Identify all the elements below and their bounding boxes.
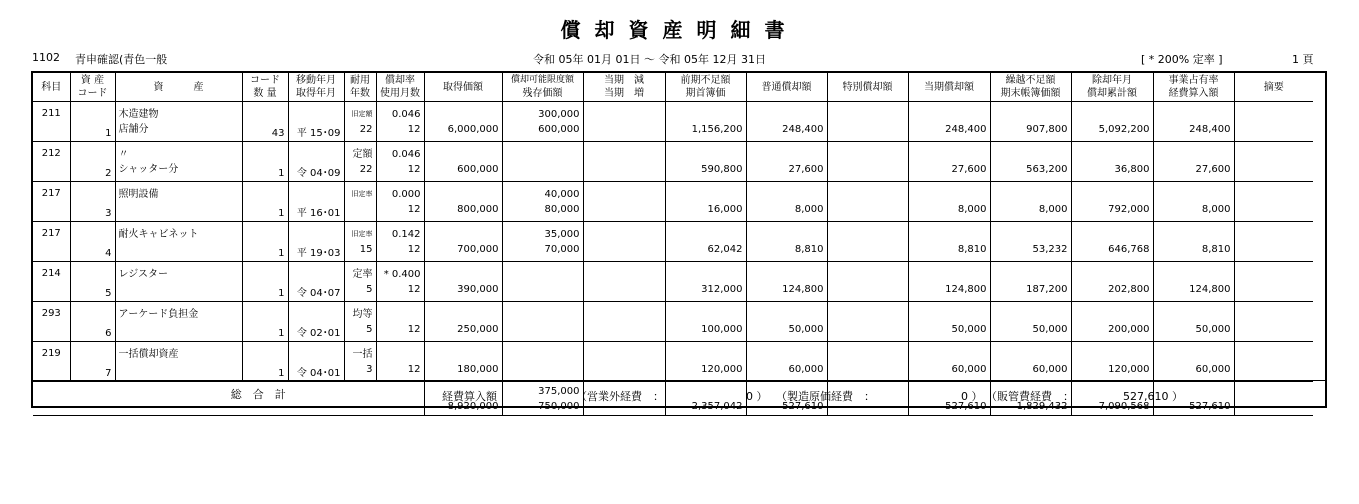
expense-cell: 248,400 <box>1153 102 1234 142</box>
expense-cell: 8,810 <box>1153 222 1234 262</box>
col-cost: 取得価額 <box>424 73 502 102</box>
depreciation-table <box>33 73 1313 416</box>
table-row <box>33 222 1313 262</box>
qty-cell: 1 <box>242 142 288 182</box>
asset-no-cell: 3 <box>70 182 115 222</box>
cost-cell: 600,000 <box>424 142 502 182</box>
accum-cell: 120,000 <box>1071 342 1153 382</box>
asset-no-cell: 1 <box>70 102 115 142</box>
table-row <box>33 342 1313 382</box>
change-cell <box>583 302 665 342</box>
rate-cell: 12 <box>376 342 424 382</box>
change-cell <box>583 182 665 222</box>
rate-note: [ * 200% 定率 ] <box>1141 53 1223 66</box>
total-normal: 527,610 <box>746 382 827 416</box>
limit-cell <box>502 262 583 302</box>
special-cell <box>827 262 908 302</box>
asset-name-cell: 照明設備 <box>115 182 242 222</box>
expense-cell: 60,000 <box>1153 342 1234 382</box>
memo-cell <box>1234 102 1313 142</box>
normal-cell: 50,000 <box>746 302 827 342</box>
asset-no-cell: 4 <box>70 222 115 262</box>
col-removal: 除却年月 償却累計額 <box>1071 73 1153 102</box>
rate-cell: 12 <box>376 302 424 342</box>
cost-cell: 390,000 <box>424 262 502 302</box>
account-cell: 211 <box>33 102 70 142</box>
life-cell: 定率 5 <box>344 262 376 302</box>
prior-cell: 120,000 <box>665 342 746 382</box>
limit-cell: 35,000 70,000 <box>502 222 583 262</box>
table-row <box>33 102 1313 142</box>
sga-label: （販管費経費 ： <box>986 390 1074 403</box>
current-cell: 60,000 <box>908 342 990 382</box>
memo-cell <box>1234 262 1313 302</box>
qty-cell: 1 <box>242 342 288 382</box>
qty-cell: 1 <box>242 222 288 262</box>
total-limit: 375,000 750,000 <box>502 382 583 416</box>
account-cell: 293 <box>33 302 70 342</box>
report-code: 1102 <box>32 51 60 64</box>
current-cell: 50,000 <box>908 302 990 342</box>
rate-cell: 0.142 12 <box>376 222 424 262</box>
normal-cell: 8,810 <box>746 222 827 262</box>
page-title: 償却資産明細書 <box>560 18 799 42</box>
col-change: 当期 減 当期 増 <box>583 73 665 102</box>
sga-value: 527,610 ） <box>1123 390 1183 403</box>
asset-no-cell: 5 <box>70 262 115 302</box>
cost-cell: 180,000 <box>424 342 502 382</box>
period: 令和 05年 01月 01日 〜 令和 05年 12月 31日 <box>533 53 766 66</box>
limit-cell <box>502 142 583 182</box>
prior-cell: 100,000 <box>665 302 746 342</box>
totals-label: 総 合 計 <box>230 387 286 401</box>
acquired-date-cell: 平 19･03 <box>288 222 344 262</box>
special-cell <box>827 302 908 342</box>
table-row <box>33 262 1313 302</box>
acquired-date-cell: 令 04･09 <box>288 142 344 182</box>
limit-cell: 40,000 80,000 <box>502 182 583 222</box>
company-name: 青申確認(青色一般 <box>75 53 168 66</box>
limit-cell <box>502 342 583 382</box>
memo-cell <box>1234 342 1313 382</box>
total-cost: 8,920,000 <box>424 382 502 416</box>
acquired-date-cell: 令 02･01 <box>288 302 344 342</box>
prior-cell: 16,000 <box>665 182 746 222</box>
col-dates: 移動年月 取得年月 <box>288 73 344 102</box>
col-normal: 普通償却額 <box>746 73 827 102</box>
col-asset: 資 産 <box>115 73 242 102</box>
footer-label: 経費算入額 <box>442 390 497 403</box>
expense-footer <box>33 380 1325 409</box>
normal-cell: 124,800 <box>746 262 827 302</box>
prior-cell: 1,156,200 <box>665 102 746 142</box>
current-cell: 8,810 <box>908 222 990 262</box>
cost-cell: 250,000 <box>424 302 502 342</box>
current-cell: 124,800 <box>908 262 990 302</box>
life-cell: 均等 5 <box>344 302 376 342</box>
col-special: 特別償却額 <box>827 73 908 102</box>
account-cell: 214 <box>33 262 70 302</box>
asset-name-cell: 〃 シャッター分 <box>115 142 242 182</box>
normal-cell: 8,000 <box>746 182 827 222</box>
special-cell <box>827 182 908 222</box>
accum-cell: 36,800 <box>1071 142 1153 182</box>
current-cell: 8,000 <box>908 182 990 222</box>
book-cell: 187,200 <box>990 262 1071 302</box>
life-cell: 旧定率 15 <box>344 222 376 262</box>
prior-cell: 62,042 <box>665 222 746 262</box>
memo-cell <box>1234 302 1313 342</box>
life-cell: 旧定率 <box>344 182 376 222</box>
asset-no-cell: 7 <box>70 342 115 382</box>
col-memo: 摘要 <box>1234 73 1313 102</box>
accum-cell: 646,768 <box>1071 222 1153 262</box>
change-cell <box>583 142 665 182</box>
current-cell: 248,400 <box>908 102 990 142</box>
total-current: 527,610 <box>908 382 990 416</box>
book-cell: 60,000 <box>990 342 1071 382</box>
col-limit: 償却可能限度額 残存価額 <box>502 73 583 102</box>
asset-name-cell: レジスター <box>115 262 242 302</box>
rate-cell: 0.046 12 <box>376 142 424 182</box>
accum-cell: 5,092,200 <box>1071 102 1153 142</box>
memo-cell <box>1234 182 1313 222</box>
acquired-date-cell: 令 04･01 <box>288 342 344 382</box>
table-row <box>33 302 1313 342</box>
non-operating-label: （営業外経費 ： <box>576 390 664 403</box>
life-cell: 旧定額 22 <box>344 102 376 142</box>
change-cell <box>583 262 665 302</box>
change-cell <box>583 222 665 262</box>
special-cell <box>827 102 908 142</box>
change-cell <box>583 102 665 142</box>
book-cell: 8,000 <box>990 182 1071 222</box>
memo-cell <box>1234 142 1313 182</box>
acquired-date-cell: 平 15･09 <box>288 102 344 142</box>
current-cell: 27,600 <box>908 142 990 182</box>
acquired-date-cell: 令 04･07 <box>288 262 344 302</box>
qty-cell: 43 <box>242 102 288 142</box>
account-cell: 217 <box>33 182 70 222</box>
acquired-date-cell: 平 16･01 <box>288 182 344 222</box>
non-operating-value: 0 ） <box>746 390 768 403</box>
asset-no-cell: 6 <box>70 302 115 342</box>
limit-cell <box>502 302 583 342</box>
depreciation-table-frame <box>31 71 1327 412</box>
accum-cell: 202,800 <box>1071 262 1153 302</box>
col-qty: コード 数 量 <box>242 73 288 102</box>
life-cell: 定額 22 <box>344 142 376 182</box>
asset-name-cell: 一括償却資産 <box>115 342 242 382</box>
normal-cell: 27,600 <box>746 142 827 182</box>
asset-name-cell: 木造建物 店舗分 <box>115 102 242 142</box>
rate-cell: 0.046 12 <box>376 102 424 142</box>
table-row <box>33 182 1313 222</box>
prior-cell: 590,800 <box>665 142 746 182</box>
manufacturing-label: （製造原価経費 ： <box>776 390 875 403</box>
life-cell: 一括 3 <box>344 342 376 382</box>
rate-cell: 0.000 12 <box>376 182 424 222</box>
manufacturing-value: 0 ） <box>961 390 983 403</box>
asset-no-cell: 2 <box>70 142 115 182</box>
accum-cell: 792,000 <box>1071 182 1153 222</box>
col-carry: 繰越不足額 期末帳簿価額 <box>990 73 1071 102</box>
special-cell <box>827 222 908 262</box>
qty-cell: 1 <box>242 262 288 302</box>
account-cell: 212 <box>33 142 70 182</box>
normal-cell: 248,400 <box>746 102 827 142</box>
cost-cell: 800,000 <box>424 182 502 222</box>
table-row <box>33 142 1313 182</box>
expense-cell: 124,800 <box>1153 262 1234 302</box>
normal-cell: 60,000 <box>746 342 827 382</box>
table-header-row <box>33 73 1313 102</box>
col-life: 耐用 年数 <box>344 73 376 102</box>
book-cell: 53,232 <box>990 222 1071 262</box>
asset-name-cell: アーケード負担金 <box>115 302 242 342</box>
col-asset-code: 資 産 コード <box>70 73 115 102</box>
book-cell: 907,800 <box>990 102 1071 142</box>
change-cell <box>583 342 665 382</box>
memo-cell <box>1234 222 1313 262</box>
cost-cell: 6,000,000 <box>424 102 502 142</box>
special-cell <box>827 142 908 182</box>
book-cell: 50,000 <box>990 302 1071 342</box>
account-cell: 219 <box>33 342 70 382</box>
qty-cell: 1 <box>242 182 288 222</box>
expense-cell: 50,000 <box>1153 302 1234 342</box>
total-accum: 7,090,568 <box>1071 382 1153 416</box>
total-expense: 527,610 <box>1153 382 1234 416</box>
limit-cell: 300,000 600,000 <box>502 102 583 142</box>
prior-cell: 312,000 <box>665 262 746 302</box>
col-account: 科目 <box>33 73 70 102</box>
page-number: 1 頁 <box>1292 53 1314 66</box>
rate-cell: * 0.400 12 <box>376 262 424 302</box>
total-prior: 2,357,042 <box>665 382 746 416</box>
cost-cell: 700,000 <box>424 222 502 262</box>
expense-cell: 8,000 <box>1153 182 1234 222</box>
special-cell <box>827 342 908 382</box>
col-expense: 事業占有率 経費算入額 <box>1153 73 1234 102</box>
col-rate: 償却率 使用月数 <box>376 73 424 102</box>
col-prior: 前期不足額 期首簿価 <box>665 73 746 102</box>
asset-name-cell: 耐火キャビネット <box>115 222 242 262</box>
col-current: 当期償却額 <box>908 73 990 102</box>
accum-cell: 200,000 <box>1071 302 1153 342</box>
expense-cell: 27,600 <box>1153 142 1234 182</box>
total-book: 1,829,432 <box>990 382 1071 416</box>
qty-cell: 1 <box>242 302 288 342</box>
account-cell: 217 <box>33 222 70 262</box>
book-cell: 563,200 <box>990 142 1071 182</box>
